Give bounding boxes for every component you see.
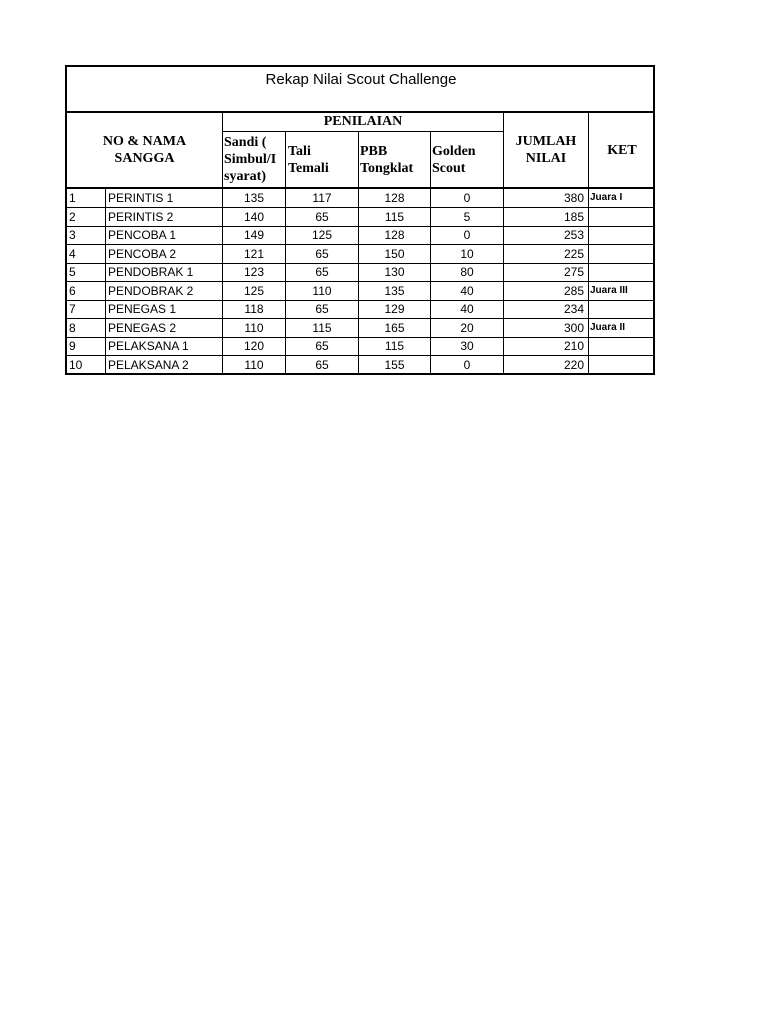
cell-tali: 125 [311,228,333,242]
cell-tali: 65 [315,265,329,279]
cell-nama: PENEGAS 1 [108,302,177,316]
cell-pbb: 115 [384,209,405,224]
header-jumlah-line2: NILAI [525,151,567,166]
cell-sandi: 120 [243,339,265,353]
cell-ket [590,337,654,355]
cell-no: 3 [69,228,76,242]
cell-ket [590,226,654,244]
header-no-nama-line2: SANGGA [114,151,175,166]
cell-tali: 65 [315,339,329,353]
score-table [65,65,655,375]
cell-jumlah: 275 [563,265,584,279]
cell-sandi: 118 [244,302,264,316]
cell-golden: 40 [460,283,474,298]
cell-nama: PERINTIS 1 [108,191,174,205]
cell-nama: PENCOBA 2 [108,246,177,261]
cell-no: 5 [69,265,76,279]
cell-sandi: 140 [243,209,265,224]
cell-jumlah: 285 [563,283,584,298]
cell-no: 4 [69,246,76,261]
cell-pbb: 165 [384,320,405,335]
cell-sandi: 121 [243,246,265,261]
cell-nama: PENDOBRAK 2 [108,283,194,298]
header-sandi-line1: Sandi ( [224,135,267,150]
cell-golden: 0 [463,228,471,242]
cell-nama: PENEGAS 2 [108,320,177,335]
cell-nama: PENDOBRAK 1 [108,265,194,279]
cell-tali: 65 [315,357,329,372]
cell-nama: PERINTIS 2 [108,209,174,224]
cell-golden: 0 [463,357,471,372]
header-golden-line2: Scout [432,161,466,176]
cell-nama: PELAKSANA 2 [108,357,189,372]
cell-tali: 65 [315,209,329,224]
cell-sandi: 125 [243,283,265,298]
cell-sandi: 135 [243,191,265,205]
cell-tali: 117 [312,191,332,205]
cell-sandi: 110 [244,357,264,372]
header-jumlah [504,133,588,167]
cell-jumlah: 253 [563,228,584,242]
cell-no: 6 [69,283,76,298]
header-jumlah-line1: JUMLAH [515,134,577,149]
cell-jumlah: 300 [563,320,584,335]
header-sandi [224,134,286,185]
header-ket: KET [607,143,637,158]
cell-jumlah: 210 [563,339,584,353]
penilaian-divider [222,131,503,132]
cell-pbb: 135 [384,283,405,298]
cell-golden: 30 [460,339,474,353]
header-no-nama [67,133,222,167]
header-no-nama-line1: NO & NAMA [102,134,187,149]
cell-ket [590,263,654,281]
header-penilaian: PENILAIAN [323,114,403,129]
cell-pbb: 115 [384,339,405,353]
header-tali-line1: Tali [288,144,311,159]
cell-ket [590,356,654,374]
cell-golden: 80 [460,265,474,279]
cell-golden: 0 [463,191,471,205]
cell-jumlah: 225 [563,246,584,261]
cell-tali: 115 [312,320,332,335]
cell-no: 7 [69,302,76,316]
cell-ket: Juara I [590,192,623,203]
header-pbb-line2: Tongklat [360,161,414,176]
cell-pbb: 150 [384,246,405,261]
header-pbb [360,143,430,177]
header-golden-line1: Golden [432,144,476,159]
header-pbb-line1: PBB [360,144,388,159]
cell-ket [590,208,654,226]
cell-no: 2 [69,209,76,224]
cell-sandi: 110 [244,320,264,335]
cell-ket: Juara III [590,284,628,296]
cell-tali: 65 [315,302,329,316]
cell-no: 10 [69,357,83,372]
cell-no: 1 [69,191,76,205]
cell-pbb: 129 [384,302,405,316]
cell-ket: Juara II [590,321,626,333]
header-golden [432,143,502,177]
cell-jumlah: 234 [563,302,584,316]
header-tali [288,143,358,177]
header-sandi-line3: syarat) [224,169,266,184]
header-tali-line2: Temali [288,161,329,176]
cell-ket [590,300,654,318]
table-title: Rekap Nilai Scout Challenge [265,71,457,88]
cell-pbb: 128 [384,191,405,205]
cell-pbb: 130 [384,265,405,279]
cell-nama: PELAKSANA 1 [108,339,189,353]
cell-jumlah: 185 [563,209,584,224]
header-sandi-line2: Simbul/I [224,152,277,167]
cell-tali: 110 [312,283,332,298]
cell-no: 9 [69,339,76,353]
cell-no: 8 [69,320,76,335]
cell-pbb: 155 [384,357,405,372]
cell-ket [590,245,654,263]
cell-sandi: 149 [243,228,265,242]
cell-jumlah: 380 [563,191,584,205]
cell-golden: 10 [460,246,474,261]
cell-tali: 65 [315,246,329,261]
cell-pbb: 128 [384,228,405,242]
cell-nama: PENCOBA 1 [108,228,177,242]
cell-golden: 40 [460,302,474,316]
cell-golden: 5 [463,209,471,224]
cell-golden: 20 [460,320,474,335]
cell-jumlah: 220 [563,357,584,372]
cell-sandi: 123 [243,265,265,279]
